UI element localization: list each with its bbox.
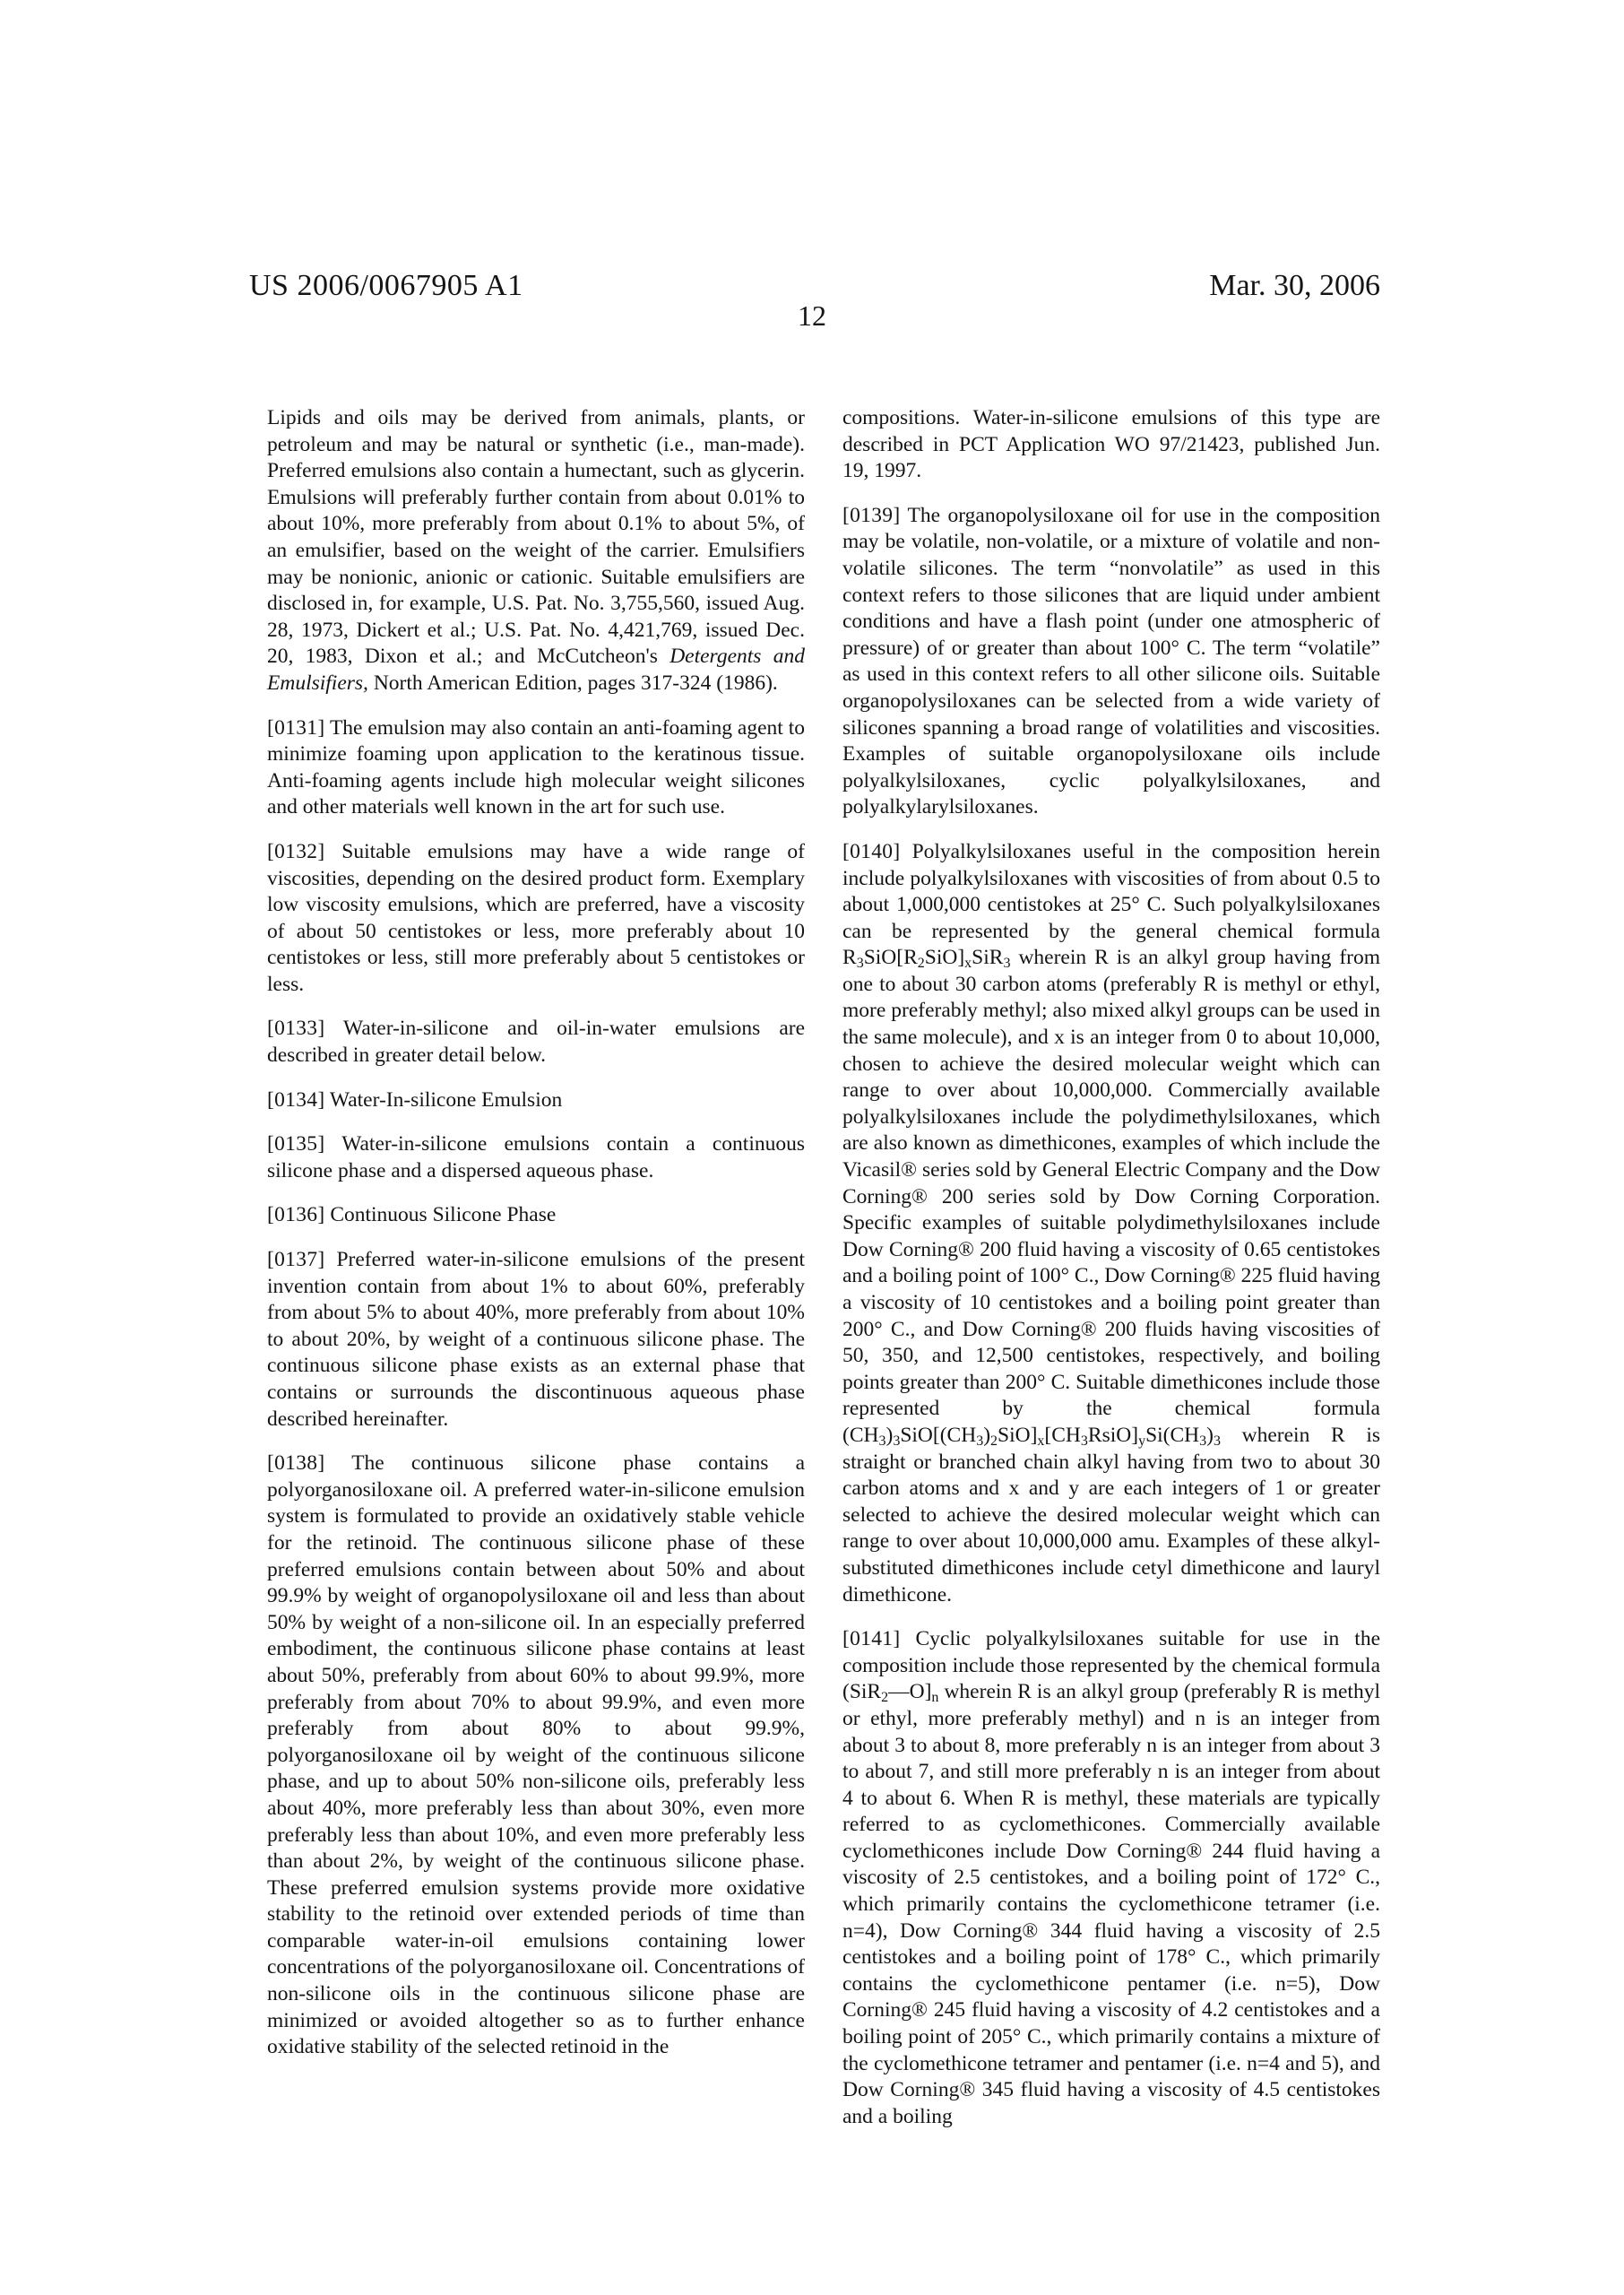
paragraph-number: [0135] bbox=[267, 1132, 325, 1156]
paragraph-0133: [0133] Water-in-silicone and oil-in-water emulsions are described in greater detail below. bbox=[267, 1017, 806, 1068]
paragraph-number: [0134] bbox=[267, 1087, 325, 1112]
section-heading-water-in-silicone: [0134] Water-In-silicone Emulsion bbox=[267, 1087, 563, 1112]
right-column bbox=[842, 405, 1380, 2148]
section-heading-continuous-silicone: [0136] Continuous Silicone Phase bbox=[267, 1203, 557, 1227]
paragraph-0141: [0141] Cyclic polyalkylsiloxanes suitable for use in the composition include those represented by the chemical formula $(SiR_2—O]_n$ wherein R is an alkyl group (preferably R is methyl or ethyl, more preferably methyl) and n is an integer from about 3 to about 8, more preferably n is an integer from about 3 to about 7, and still more preferably n is an integer from about 4 to about 6. When R is methyl, these materials are typically referred to as cyclomethicones. Commercially available cyclomethicones include Dow Corning® 244 fluid having a viscosity of 2.5 centistokes, and a boiling point of 172° C., which primarily contains the cyclomethicone tetramer (i.e. n=4), Dow Corning® 344 fluid having a viscosity of 2.5 centistokes and a boiling point of 178° C., which primarily contains the cyclomethicone pentamer (i.e. n=5), Dow Corning® 245 fluid having a viscosity of 4.2 centistokes and a boiling point of 205° C., which primarily contains a mixture of the cyclomethicone tetramer and pentamer (i.e. n=4 and 5), and Dow Corning® 345 fluid having a viscosity of 4.5 centistokes and a boiling bbox=[842, 1627, 1380, 2128]
paragraph-number: [0140] bbox=[842, 839, 901, 863]
paragraph-number: [0141] bbox=[842, 1627, 901, 1651]
paragraph-number: [0131] bbox=[267, 715, 325, 740]
paragraph-number: [0138] bbox=[267, 1451, 325, 1476]
paragraph-number: [0132] bbox=[267, 839, 325, 863]
paragraph-number: [0136] bbox=[267, 1203, 325, 1227]
paragraph-0137: [0137] Preferred water-in-silicone emulsions of the present invention contain from about 1% to about 60%, preferably from about 5% to about 40%, more preferably from about 10% to about 20%, by weight of a continuous silicone phase. The continuous silicone phase exists as an external phase that contains or surrounds the discontinuous aqueous phase described hereinafter. bbox=[267, 1248, 806, 1431]
paragraph-0132: [0132] Suitable emulsions may have a wide range of viscosities, depending on the desired product form. Exemplary low viscosity emulsions, which are preferred, have a viscosity of about 50 centistokes or less, more preferably about 10 centistokes or less, still more preferably about 5 centistokes or less. bbox=[267, 839, 806, 996]
paragraph-continuation: compositions. Water-in-silicone emulsions of this type are described in PCT Application WO 97/21423, published Jun. 19, 1997. bbox=[842, 406, 1380, 483]
paragraph-continuation: Lipids and oils may be derived from animals, plants, or petroleum and may be natural or synthetic (i.e., man-made). Preferred emulsions also contain a humectant, such as glycerin. Emulsions will preferably further contain from about 0.01% to about 10%, more preferably from about 0.1% to about 5%, of an emulsifier, based on the weight of the carrier. Emulsifiers may be nonionic, anionic or cationic. Suitable emulsifiers are disclosed in, for example, U.S. Pat. No. 3,755,560, issued Aug. 28, 1973, Dickert et al.; U.S. Pat. No. 4,421,769, issued Dec. 20, 1983, Dixon et al.; and McCutcheon's Detergents and Emulsifiers, North American Edition, pages 317-324 (1986). bbox=[267, 406, 805, 695]
paragraph-0131: [0131] The emulsion may also contain an anti-foaming agent to minimize foaming upon application to the keratinous tissue. Anti-foaming agents include high molecular weight silicones and other materials well known in the art for such use. bbox=[267, 715, 805, 819]
paragraph-0139: [0139] The organopolysiloxane oil for use in the composition may be volatile, non-volatile, or a mixture of volatile and non-volatile silicones. The term “nonvolatile” as used in this context refers to those silicones that are liquid under ambient conditions and have a flash point (under one atmospheric of pressure) of or greater than about 100° C. The term “volatile” as used in this context refers to all other silicone oils. Suitable organopolysiloxanes can be selected from a wide variety of silicones spanning a broad range of volatilities and viscosities. Examples of suitable organopolysiloxane oils include polyalkylsiloxanes, cyclic polyalkylsiloxanes, and polyalkylarylsiloxanes. bbox=[842, 503, 1380, 819]
publication-date: Mar. 30, 2006 bbox=[1209, 269, 1380, 302]
publication-number: US 2006/0067905 A1 bbox=[249, 269, 523, 302]
paragraph-0140: [0140] Polyalkylsiloxanes useful in the composition herein include polyalkylsiloxanes with viscosities of from about 0.5 to about 1,000,000 centistokes at 25° C. Such polyalkylsiloxanes can be represented by the general chemical formula $R_3SiO[R_2SiO]_xSiR_3$ wherein R is an alkyl group having from one to about 30 carbon atoms (preferably R is methyl or ethyl, more preferably methyl; also mixed alkyl groups can be used in the same molecule), and x is an integer from 0 to about 10,000, chosen to achieve the desired molecular weight which can range to over about 10,000,000. Commercially available polyalkylsiloxanes include the polydimethylsiloxanes, which are also known as dimethicones, examples of which include the Vicasil® series sold by General Electric Company and the Dow Corning® 200 series sold by Dow Corning Corporation. Specific examples of suitable polydimethylsiloxanes include Dow Corning® 200 fluid having a viscosity of 0.65 centistokes and a boiling point of 100° C., Dow Corning® 225 fluid having a viscosity of 10 centistokes and a boiling point greater than 200° C., and Dow Corning® 200 fluids having viscosities of 50, 350, and 12,500 centistokes, respectively, and boiling points greater than 200° C. Suitable dimethicones include those represented by the chemical formula $(CH_3)_3SiO[(CH_3)_2SiO]_x[CH_3RsiO]_ySi(CH_3)_3$ wherein R is straight or branched chain alkyl having from two to about 30 carbon atoms and x and y are each integers of 1 or greater selected to achieve the desired molecular weight which can range to over about 10,000,000 amu. Examples of these alkyl-substituted dimethicones include cetyl dimethicone and lauryl dimethicone. bbox=[842, 839, 1381, 1606]
paragraph-0138: [0138] The continuous silicone phase contains a polyorganosiloxane oil. A preferred water-in-silicone emulsion system is formulated to provide an oxidatively stable vehicle for the retinoid. The continuous silicone phase of these preferred emulsions contain between about 50% and about 99.9% by weight of organopolysiloxane oil and less than about 50% by weight of a non-silicone oil. In an especially preferred embodiment, the continuous silicone phase contains at least about 50%, preferably from about 60% to about 99.9%, more preferably from about 70% to about 99.9%, and even more preferably from about 80% to about 99.9%, polyorganosiloxane oil by weight of the continuous silicone phase, and up to about 50% non-silicone oils, preferably less about 40%, more preferably less than about 30%, even more preferably less than about 10%, and even more preferably less than about 2%, by weight of the continuous silicone phase. These preferred emulsion systems provide more oxidative stability to the retinoid over extended periods of time than comparable water-in-oil emulsions containing lower concentrations of the polyorganosiloxane oil. Concentrations of non-silicone oils in the continuous silicone phase are minimized or avoided altogether so as to further enhance oxidative stability of the selected retinoid in the bbox=[267, 1451, 805, 2059]
paragraph-number: [0133] bbox=[267, 1017, 325, 1041]
paragraph-number: [0137] bbox=[267, 1248, 325, 1272]
paragraph-number: [0139] bbox=[842, 503, 901, 527]
paragraph-0135: [0135] Water-in-silicone emulsions contain a continuous silicone phase and a dispersed aqueous phase. bbox=[267, 1132, 805, 1182]
page-number: 12 bbox=[798, 299, 826, 332]
left-column bbox=[267, 405, 805, 2079]
